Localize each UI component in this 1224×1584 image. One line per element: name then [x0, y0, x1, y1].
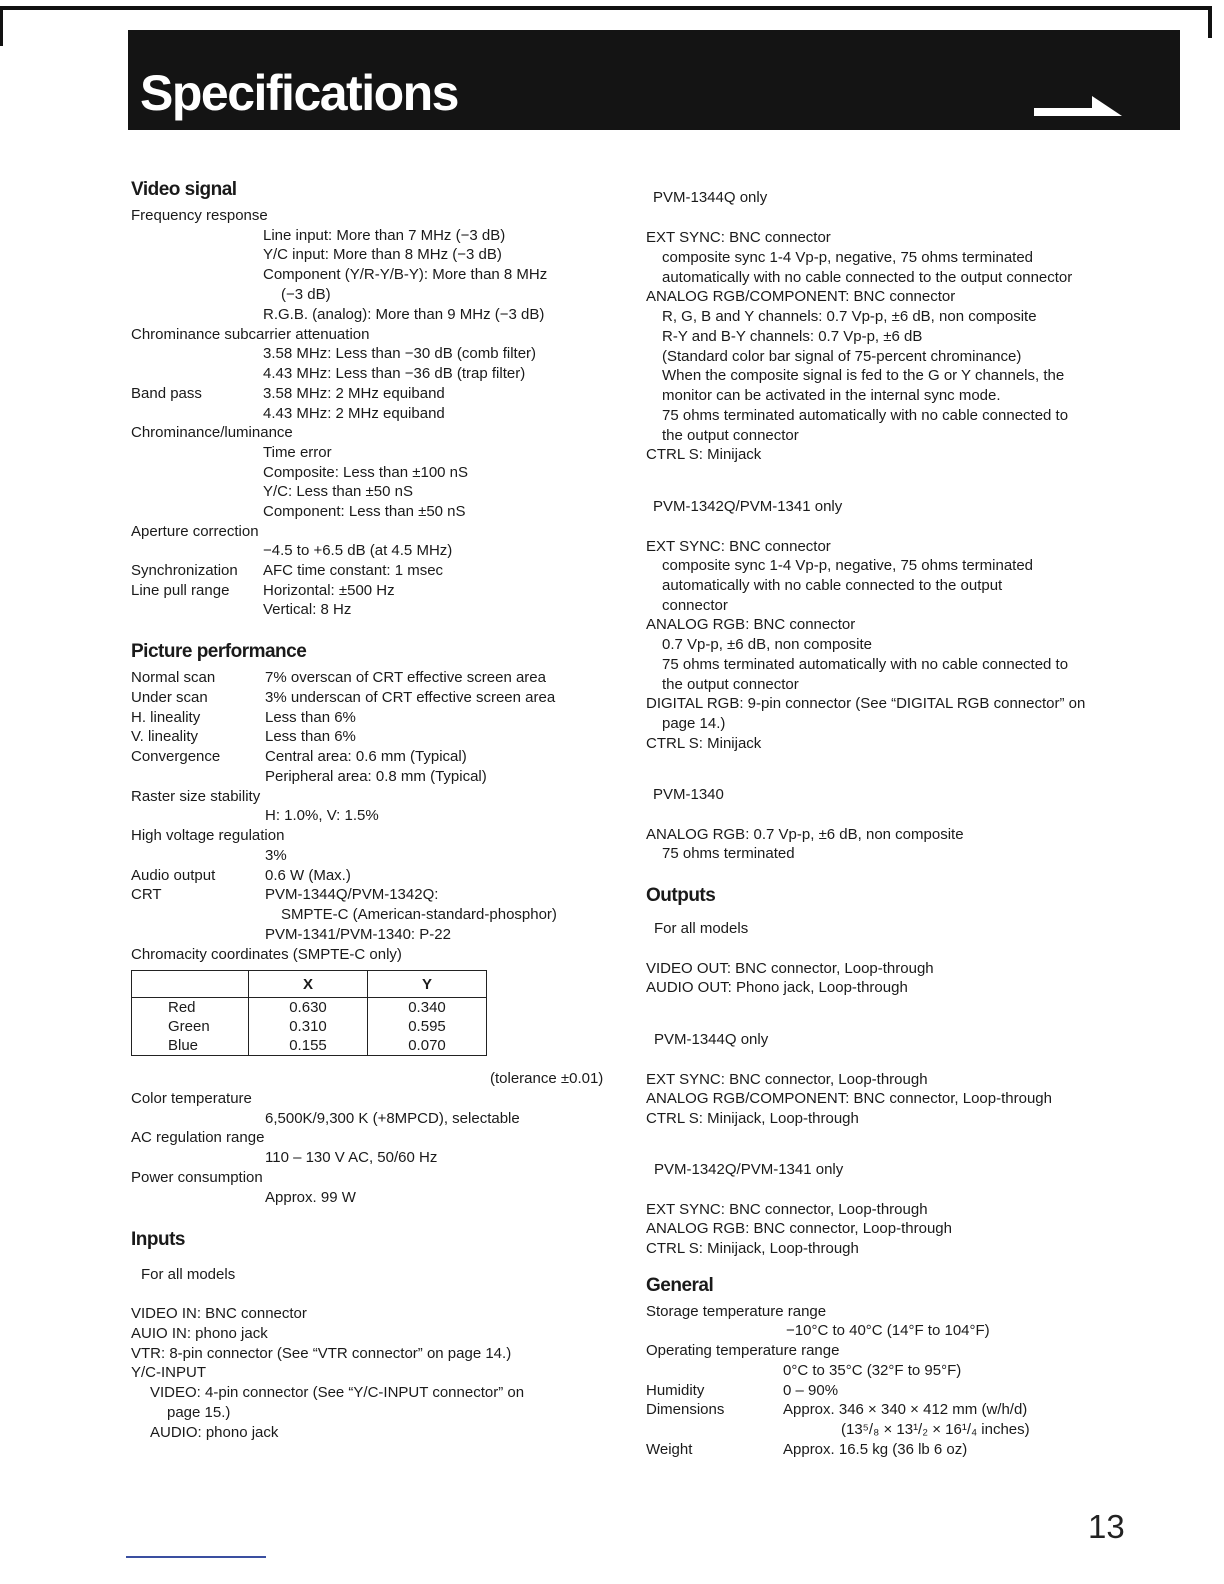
- spec-line: −4.5 to +6.5 dB (at 4.5 MHz): [263, 542, 453, 559]
- spec-line: H: 1.0%, V: 1.5%: [265, 807, 379, 824]
- spec-line: connector: [662, 597, 728, 614]
- left-edge-rule: [0, 6, 3, 46]
- spec-line: Storage temperature range: [646, 1303, 827, 1320]
- spec-line: DIGITAL RGB: 9-pin connector (See “DIGITAL RGB connector” on: [646, 695, 1086, 712]
- spec-line: CTRL S: Minijack: [646, 446, 762, 463]
- spec-label: Band pass: [131, 385, 202, 402]
- spec-label: H. lineality: [131, 709, 201, 726]
- spec-line: AUDIO OUT: Phono jack, Loop-through: [646, 979, 908, 996]
- spec-line: Line input: More than 7 MHz (−3 dB): [263, 227, 506, 244]
- spec-line: ANALOG RGB: 0.7 Vp-p, ±6 dB, non composite: [646, 826, 964, 843]
- spec-line: EXT SYNC: BNC connector, Loop-through: [646, 1201, 928, 1218]
- spec-line: (−3 dB): [281, 286, 331, 303]
- spec-line: AUDIO: phono jack: [150, 1424, 279, 1441]
- heading-inputs: Inputs: [131, 1229, 185, 1250]
- spec-line: EXT SYNC: BNC connector: [646, 538, 831, 555]
- spec-line: Chrominance subcarrier attenuation: [131, 326, 370, 343]
- spec-label: Humidity: [646, 1382, 705, 1399]
- table-header-cell: Y: [368, 971, 487, 998]
- spec-line: ANALOG RGB: BNC connector, Loop-through: [646, 1220, 952, 1237]
- spec-line: R, G, B and Y channels: 0.7 Vp-p, ±6 dB, non composite: [662, 308, 1037, 325]
- spec-value: 3% underscan of CRT effective screen area: [265, 689, 556, 706]
- table-cell: 0.310: [249, 1017, 368, 1036]
- spec-line: R.G.B. (analog): More than 9 MHz (−3 dB): [263, 306, 545, 323]
- spec-value: 0.6 W (Max.): [265, 867, 351, 884]
- spec-line: Y/C input: More than 8 MHz (−3 dB): [263, 246, 502, 263]
- footer-rule: [126, 1556, 266, 1558]
- spec-line: Operating temperature range: [646, 1342, 840, 1359]
- spec-line: CTRL S: Minijack, Loop-through: [646, 1240, 859, 1257]
- spec-line: the output connector: [662, 676, 799, 693]
- model-label: PVM-1342Q/PVM-1341 only: [653, 498, 843, 515]
- spec-line: 75 ohms terminated: [662, 845, 795, 862]
- spec-line: SMPTE-C (American-standard-phosphor): [281, 906, 557, 923]
- spec-line: Color temperature: [131, 1090, 252, 1107]
- table-row: [132, 1036, 487, 1056]
- spec-line: For all models: [141, 1266, 236, 1283]
- spec-label: Audio output: [131, 867, 216, 884]
- spec-value: 0 – 90%: [783, 1382, 839, 1399]
- title-banner: [128, 30, 1180, 130]
- spec-line: ANALOG RGB: BNC connector: [646, 616, 856, 633]
- spec-line: EXT SYNC: BNC connector: [646, 229, 831, 246]
- spec-line: PVM-1341/PVM-1340: P-22: [265, 926, 451, 943]
- spec-line: 4.43 MHz: Less than −36 dB (trap filter): [263, 365, 526, 382]
- spec-line: 3.58 MHz: Less than −30 dB (comb filter): [263, 345, 537, 362]
- spec-line: Component: Less than ±50 nS: [263, 503, 466, 520]
- spec-label: Normal scan: [131, 669, 216, 686]
- spec-line: composite sync 1-4 Vp-p, negative, 75 ohms terminated: [662, 249, 1034, 266]
- heading-general: General: [646, 1275, 714, 1296]
- spec-line: High voltage regulation: [131, 827, 285, 844]
- spec-line: 75 ohms terminated automatically with no cable connected to: [662, 656, 1069, 673]
- spec-line: Component (Y/R-Y/B-Y): More than 8 MHz: [263, 266, 548, 283]
- spec-line: Raster size stability: [131, 788, 261, 805]
- spec-line: 3%: [265, 847, 287, 864]
- table-row: [132, 1017, 487, 1036]
- spec-line: R-Y and B-Y channels: 0.7 Vp-p, ±6 dB: [662, 328, 923, 345]
- spec-line: Y/C-INPUT: [131, 1364, 206, 1381]
- top-rule: [0, 6, 1212, 10]
- heading-outputs: Outputs: [646, 885, 716, 906]
- spec-line: 110 – 130 V AC, 50/60 Hz: [265, 1149, 438, 1166]
- spec-line: ANALOG RGB/COMPONENT: BNC connector: [646, 288, 956, 305]
- heading-picture-performance: Picture performance: [131, 641, 307, 662]
- spec-line: For all models: [654, 920, 749, 937]
- page-number: 13: [1088, 1508, 1125, 1545]
- spec-label: Weight: [646, 1441, 693, 1458]
- spec-line: Aperture correction: [131, 523, 259, 540]
- model-label: PVM-1344Q only: [653, 189, 768, 206]
- table-cell: Blue: [132, 1036, 249, 1056]
- spec-line: VIDEO: 4-pin connector (See “Y/C-INPUT connector” on: [150, 1384, 525, 1401]
- spec-line: Y/C: Less than ±50 nS: [263, 483, 413, 500]
- spec-line: CTRL S: Minijack: [646, 735, 762, 752]
- arrow-right-icon: [1034, 94, 1122, 120]
- spec-line: composite sync 1-4 Vp-p, negative, 75 ohms terminated: [662, 557, 1034, 574]
- tolerance-note: (tolerance ±0.01): [490, 1070, 604, 1087]
- table-cell: 0.630: [249, 998, 368, 1018]
- table-cell: 0.595: [368, 1017, 487, 1036]
- spec-label: Dimensions: [646, 1401, 725, 1418]
- model-label: PVM-1344Q only: [654, 1031, 769, 1048]
- spec-value: Approx. 16.5 kg (36 lb 6 oz): [783, 1441, 968, 1458]
- spec-value: AFC time constant: 1 msec: [263, 562, 444, 579]
- spec-label: Convergence: [131, 748, 221, 765]
- table-header-row: [132, 971, 487, 998]
- spec-line: Power consumption: [131, 1169, 263, 1186]
- table-header-cell: [132, 971, 249, 998]
- spec-line: 0°C to 35°C (32°F to 95°F): [783, 1362, 962, 1379]
- spec-value: 3.58 MHz: 2 MHz equiband: [263, 385, 445, 402]
- spec-line: (13⁵/₈ × 13¹/₂ × 16¹/₄ inches): [841, 1421, 1030, 1438]
- spec-label: CRT: [131, 886, 162, 903]
- table-header-cell: X: [249, 971, 368, 998]
- spec-line: monitor can be activated in the internal sync mode.: [662, 387, 1001, 404]
- spec-line: 6,500K/9,300 K (+8MPCD), selectable: [265, 1110, 520, 1127]
- table-cell: Red: [132, 998, 249, 1018]
- spec-line: When the composite signal is fed to the G or Y channels, the: [662, 367, 1065, 384]
- spec-line: automatically with no cable connected to the output connector: [662, 269, 1073, 286]
- spec-line: VTR: 8-pin connector (See “VTR connector” on page 14.): [131, 1345, 512, 1362]
- spec-line: AUIO IN: phono jack: [131, 1325, 268, 1342]
- spec-value: Less than 6%: [265, 709, 356, 726]
- spec-line: VIDEO IN: BNC connector: [131, 1305, 307, 1322]
- spec-line: Approx. 99 W: [265, 1189, 356, 1206]
- spec-line: Frequency response: [131, 207, 268, 224]
- spec-line: page 14.): [662, 715, 726, 732]
- table-row: [132, 998, 487, 1018]
- spec-line: 75 ohms terminated automatically with no cable connected to: [662, 407, 1069, 424]
- chromacity-table: [131, 970, 487, 1056]
- spec-line: ANALOG RGB/COMPONENT: BNC connector, Loop-through: [646, 1090, 1052, 1107]
- spec-line: 4.43 MHz: 2 MHz equiband: [263, 405, 445, 422]
- spec-line: 0.7 Vp-p, ±6 dB, non composite: [662, 636, 873, 653]
- right-edge-rule: [1208, 6, 1212, 38]
- spec-line: Peripheral area: 0.8 mm (Typical): [265, 768, 487, 785]
- table-cell: Green: [132, 1017, 249, 1036]
- spec-value: PVM-1344Q/PVM-1342Q:: [265, 886, 439, 903]
- spec-line: (Standard color bar signal of 75-percent chrominance): [662, 348, 1022, 365]
- page-title: Specifications: [140, 65, 458, 121]
- spec-line: CTRL S: Minijack, Loop-through: [646, 1110, 859, 1127]
- spec-label: Synchronization: [131, 562, 238, 579]
- table-cell: 0.070: [368, 1036, 487, 1056]
- spec-value: Approx. 346 × 340 × 412 mm (w/h/d): [783, 1401, 1028, 1418]
- spec-line: the output connector: [662, 427, 799, 444]
- spec-line: VIDEO OUT: BNC connector, Loop-through: [646, 960, 934, 977]
- heading-video-signal: Video signal: [131, 179, 237, 200]
- spec-line: Vertical: 8 Hz: [263, 601, 352, 618]
- spec-value: Less than 6%: [265, 728, 356, 745]
- spec-label: V. lineality: [131, 728, 198, 745]
- spec-line: EXT SYNC: BNC connector, Loop-through: [646, 1071, 928, 1088]
- spec-line: Chromacity coordinates (SMPTE-C only): [131, 946, 402, 963]
- spec-line: −10°C to 40°C (14°F to 104°F): [786, 1322, 990, 1339]
- spec-line: Composite: Less than ±100 nS: [263, 464, 469, 481]
- model-label: PVM-1342Q/PVM-1341 only: [654, 1161, 844, 1178]
- spec-label: Line pull range: [131, 582, 230, 599]
- spec-line: automatically with no cable connected to the output: [662, 577, 1003, 594]
- spec-label: Under scan: [131, 689, 208, 706]
- model-label: PVM-1340: [653, 786, 724, 803]
- table-cell: 0.340: [368, 998, 487, 1018]
- spec-line: AC regulation range: [131, 1129, 265, 1146]
- table-cell: 0.155: [249, 1036, 368, 1056]
- spec-value: Horizontal: ±500 Hz: [263, 582, 395, 599]
- spec-line: Time error: [263, 444, 332, 461]
- spec-value: 7% overscan of CRT effective screen area: [265, 669, 546, 686]
- spec-line: Chrominance/luminance: [131, 424, 293, 441]
- spec-line: page 15.): [167, 1404, 231, 1421]
- spec-value: Central area: 0.6 mm (Typical): [265, 748, 467, 765]
